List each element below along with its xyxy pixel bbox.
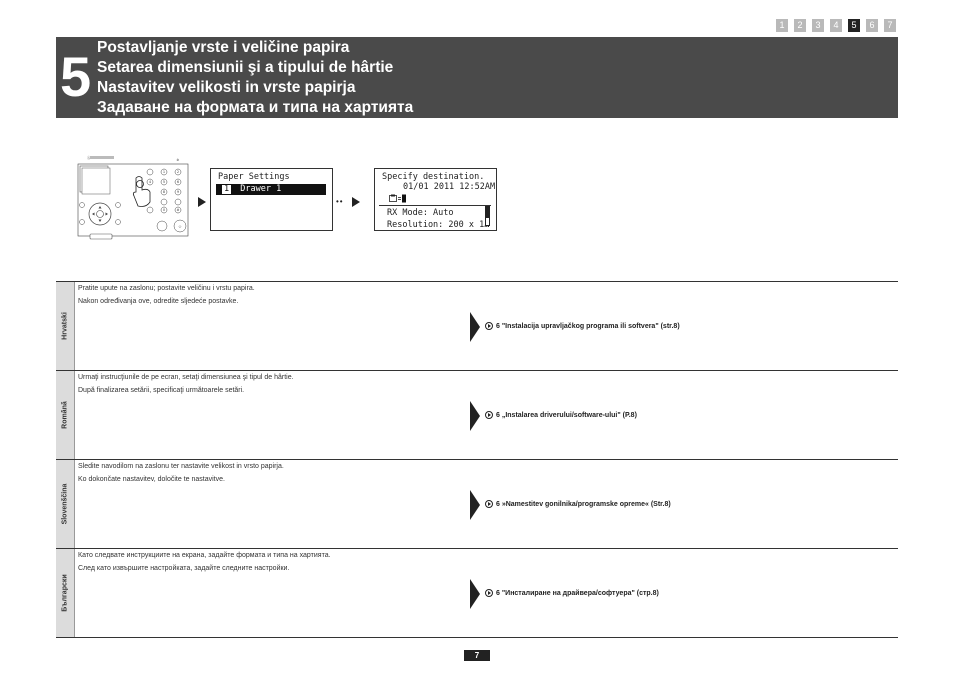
lcd1-selected-item: Drawer 1	[240, 184, 282, 194]
section-divider	[74, 460, 75, 548]
control-panel-illustration	[70, 150, 196, 242]
next-step-reference	[485, 322, 680, 330]
section-divider	[74, 371, 75, 459]
step-titles	[97, 38, 413, 118]
language-label: Slovenščina	[61, 483, 69, 525]
instruction-line-1: Pratite upute na zaslonu; postavite veličinu i vrstu papira.	[78, 285, 255, 292]
section-bg	[56, 549, 898, 638]
lcd1-title: Paper Settings	[218, 172, 290, 182]
pointer-triangle-icon	[470, 490, 480, 520]
pointer-triangle-icon	[470, 401, 480, 431]
step-2: 2	[794, 19, 806, 32]
page-number: 7	[464, 650, 490, 661]
lcd2-rx-mode: RX Mode: Auto	[387, 208, 454, 218]
svg-text:#: #	[176, 208, 180, 213]
next-step-text: 6 "Instalacija upravljačkog programa ili softvera" (str.8)	[496, 322, 680, 330]
lcd2-divider	[379, 205, 491, 206]
svg-text:6: 6	[176, 180, 180, 185]
sequence-dots: ••	[336, 197, 344, 206]
language-label: Română	[61, 401, 69, 429]
step-header-banner	[56, 37, 898, 118]
language-tab-ro	[56, 371, 74, 459]
next-step-reference	[485, 411, 637, 419]
language-label: Български	[61, 574, 69, 612]
title-ro: Setarea dimensiunii şi a tipului de hârtie	[97, 59, 394, 76]
section-ro	[56, 371, 898, 460]
svg-text:◇: ◇	[178, 224, 182, 229]
next-step-reference	[485, 500, 671, 508]
lcd-paper-settings	[210, 168, 333, 231]
instruction-line-2: După finalizarea setării, specificaţi următoarele setări.	[78, 387, 245, 394]
svg-text:0: 0	[162, 208, 166, 213]
next-step-text: 6 »Namestitev gonilnika/programske opreme« (Str.8)	[496, 500, 671, 508]
arrow-right-icon-2	[352, 197, 360, 207]
svg-text:1: 1	[162, 170, 166, 175]
svg-text:✲: ✲	[176, 158, 180, 162]
svg-text:9: 9	[176, 190, 180, 195]
svg-text:4: 4	[148, 180, 152, 185]
pointer-triangle-icon	[470, 579, 480, 609]
title-bg: Задаване на формата и типа на хартията	[97, 99, 414, 116]
step-indicator	[776, 19, 896, 32]
instruction-line-1: Urmaţi instrucţiunile de pe ecran, setaţi dimensiunea şi tipul de hârtie.	[78, 374, 294, 381]
svg-text:Ⓐ: Ⓐ	[87, 156, 91, 160]
section-sl	[56, 460, 898, 549]
title-sl: Nastavitev velikosti in vrste papirja	[97, 79, 356, 96]
next-step-text: 6 „Instalarea driverului/software-ului" (P.8)	[496, 411, 637, 419]
lcd2-datetime: 01/01 2011 12:52AM	[403, 182, 496, 192]
instruction-line-2: Ko dokončate nastavitev, določite te nastavitve.	[78, 476, 225, 483]
instruction-line-2: След като извършите настройката, задайте следните настройки.	[78, 565, 290, 572]
next-step-icon	[485, 500, 493, 508]
language-sections	[56, 281, 898, 638]
lcd1-drawer-badge: 1	[224, 184, 230, 194]
step-1: 1	[776, 19, 788, 32]
language-tab-sl	[56, 460, 74, 548]
step-number: 5	[60, 45, 92, 108]
lcd2-resolution: Resolution: 200 x 1…	[387, 220, 490, 230]
svg-text:8: 8	[162, 190, 166, 195]
section-divider	[74, 549, 75, 637]
lcd-home-screen	[374, 168, 497, 231]
step-7: 7	[884, 19, 896, 32]
svg-text:5: 5	[162, 180, 166, 185]
pointer-triangle-icon	[470, 312, 480, 342]
step-6: 6	[866, 19, 878, 32]
language-label: Hrvatski	[61, 312, 69, 340]
step-4: 4	[830, 19, 842, 32]
arrow-right-icon	[198, 197, 206, 207]
step-3: 3	[812, 19, 824, 32]
next-step-reference	[485, 589, 659, 597]
instruction-line-1: Като следвате инструкциите на екрана, задайте формата и типа на хартията.	[78, 552, 331, 559]
title-hr: Postavljanje vrste i veličine papira	[97, 39, 350, 56]
language-tab-hr	[56, 282, 74, 370]
lcd1-selected-row	[216, 184, 326, 195]
language-tab-bg	[56, 549, 74, 637]
instruction-line-1: Sledite navodilom na zaslonu ter nastavite velikost in vrsto papirja.	[78, 463, 284, 470]
section-hr	[56, 282, 898, 371]
instruction-line-2: Nakon određivanja ove, odredite sljedeće postavke.	[78, 298, 239, 305]
lcd2-scrollbar	[485, 206, 490, 226]
next-step-icon	[485, 322, 493, 330]
next-step-icon	[485, 411, 493, 419]
next-step-text: 6 "Инсталиране на драйвера/софтуера" (стр.8)	[496, 589, 659, 597]
lcd2-title: Specify destination.	[382, 172, 485, 182]
svg-text:2: 2	[176, 170, 180, 175]
step-5-active: 5	[848, 19, 860, 32]
next-step-icon	[485, 589, 493, 597]
section-divider	[74, 282, 75, 370]
